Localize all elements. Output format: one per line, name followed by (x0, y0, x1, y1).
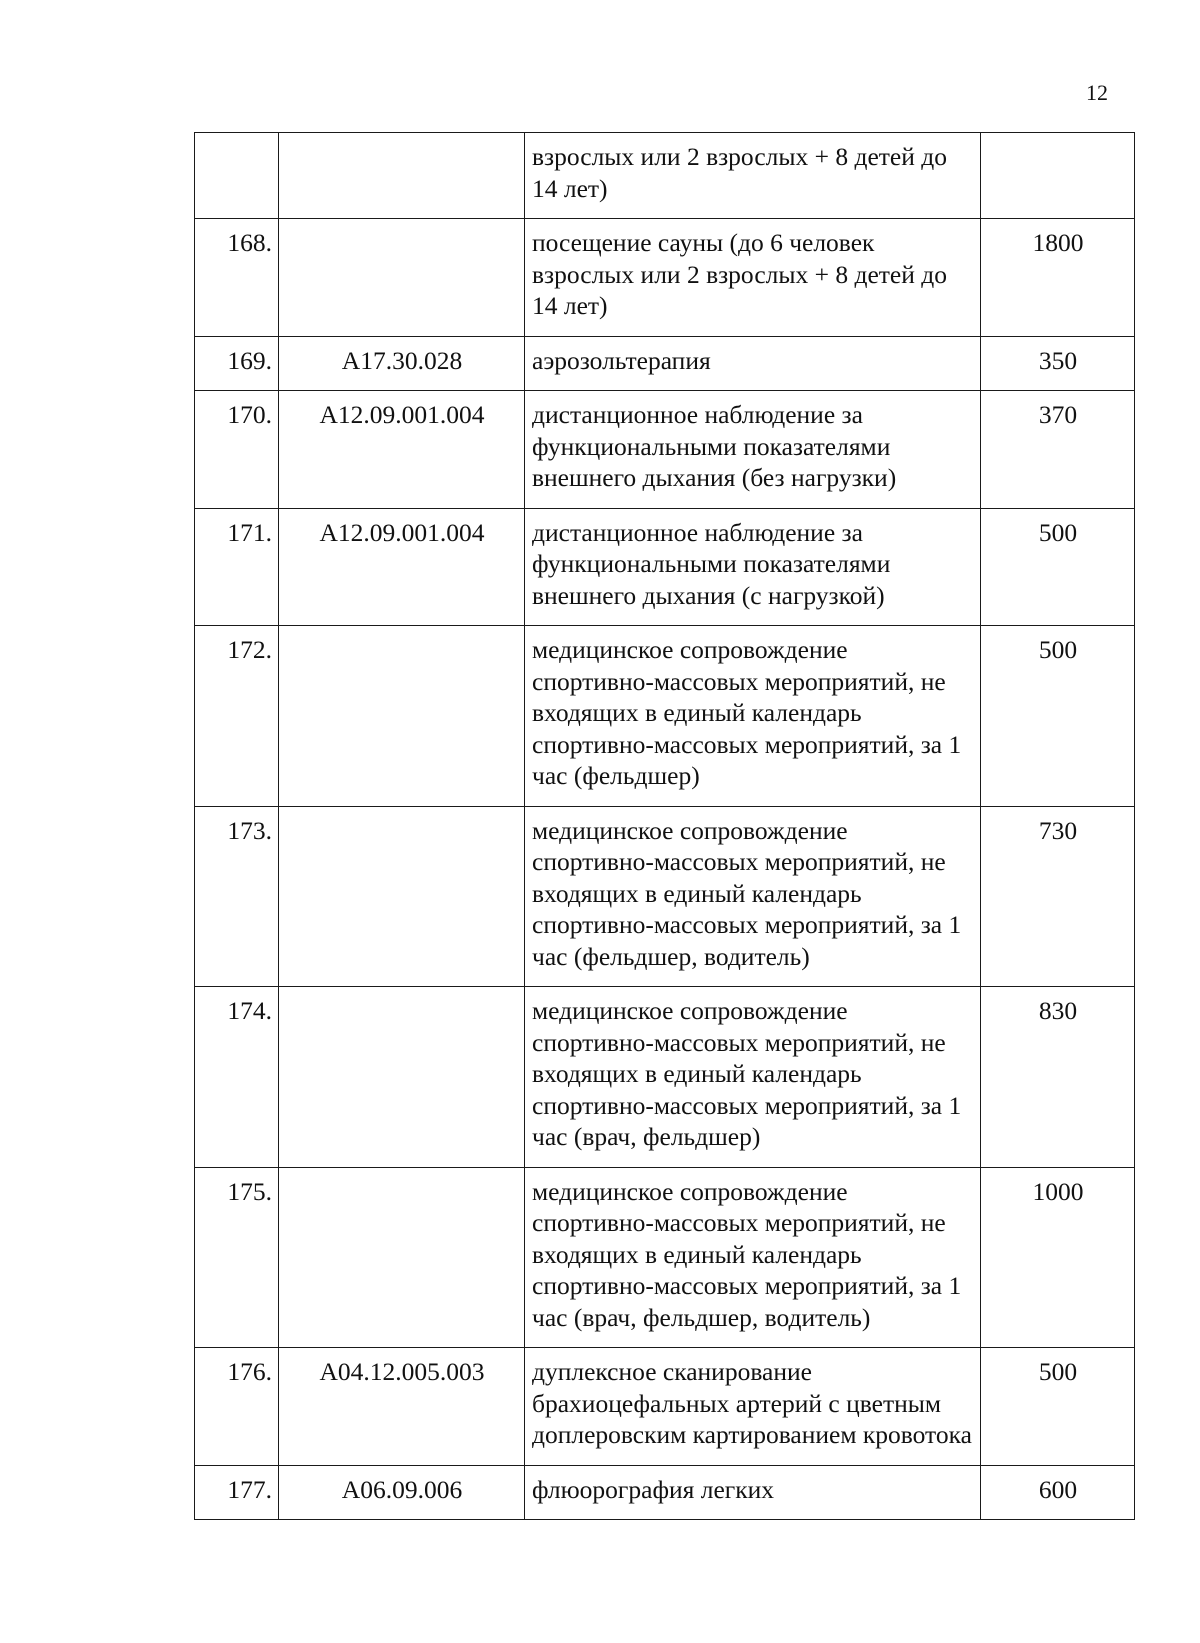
price-cell: 830 (981, 987, 1135, 1168)
row-number-cell: 169. (195, 336, 279, 391)
service-name-cell: медицинское сопровождение спортивно-массовых мероприятий, не входящих в единый календарь спортивно-массовых мероприятий, за 1 час (фельдшер) (525, 626, 981, 807)
service-name-cell: посещение сауны (до 6 человек взрослых или 2 взрослых + 8 детей до 14 лет) (525, 219, 981, 337)
price-cell: 500 (981, 626, 1135, 807)
table-row (195, 391, 1135, 509)
service-name-cell: медицинское сопровождение спортивно-массовых мероприятий, не входящих в единый календарь спортивно-массовых мероприятий, за 1 час (врач, фельдшер, водитель) (525, 1167, 981, 1348)
row-number-cell: 173. (195, 806, 279, 987)
price-cell: 600 (981, 1465, 1135, 1520)
row-number-cell: 177. (195, 1465, 279, 1520)
service-code-cell (279, 987, 525, 1168)
row-number-cell: 174. (195, 987, 279, 1168)
service-name-cell: дистанционное наблюдение за функциональными показателями внешнего дыхания (без нагрузки) (525, 391, 981, 509)
service-code-cell: A12.09.001.004 (279, 508, 525, 626)
service-code-cell: A12.09.001.004 (279, 391, 525, 509)
service-name-cell: дистанционное наблюдение за функциональными показателями внешнего дыхания (с нагрузкой) (525, 508, 981, 626)
row-number-cell: 171. (195, 508, 279, 626)
service-name-cell: взрослых или 2 взрослых + 8 детей до 14 лет) (525, 133, 981, 219)
price-cell: 500 (981, 1348, 1135, 1466)
service-code-cell (279, 133, 525, 219)
service-code-cell (279, 219, 525, 337)
price-table (194, 132, 1135, 1520)
service-name-cell: дуплексное сканирование брахиоцефальных артерий с цветным доплеровским картированием кровотока (525, 1348, 981, 1466)
service-name-cell: аэрозольтерапия (525, 336, 981, 391)
service-code-cell: A04.12.005.003 (279, 1348, 525, 1466)
row-number-cell (195, 133, 279, 219)
table-row (195, 626, 1135, 807)
table-row (195, 1465, 1135, 1520)
row-number-cell: 175. (195, 1167, 279, 1348)
row-number-cell: 172. (195, 626, 279, 807)
price-cell: 370 (981, 391, 1135, 509)
table-row (195, 219, 1135, 337)
service-name-cell: флюорография легких (525, 1465, 981, 1520)
service-code-cell (279, 806, 525, 987)
table-row (195, 133, 1135, 219)
price-cell (981, 133, 1135, 219)
table-row (195, 508, 1135, 626)
table-body (195, 133, 1135, 1520)
service-name-cell: медицинское сопровождение спортивно-массовых мероприятий, не входящих в единый календарь спортивно-массовых мероприятий, за 1 час (врач, фельдшер) (525, 987, 981, 1168)
table-row (195, 806, 1135, 987)
table-row (195, 336, 1135, 391)
row-number-cell: 168. (195, 219, 279, 337)
table-row (195, 1348, 1135, 1466)
page-number: 12 (1086, 80, 1108, 105)
price-cell: 500 (981, 508, 1135, 626)
table-row (195, 1167, 1135, 1348)
service-code-cell: A06.09.006 (279, 1465, 525, 1520)
service-code-cell (279, 626, 525, 807)
table-row (195, 987, 1135, 1168)
row-number-cell: 170. (195, 391, 279, 509)
price-cell: 1800 (981, 219, 1135, 337)
service-name-cell: медицинское сопровождение спортивно-массовых мероприятий, не входящих в единый календарь спортивно-массовых мероприятий, за 1 час (фельдшер, водитель) (525, 806, 981, 987)
service-code-cell: A17.30.028 (279, 336, 525, 391)
price-cell: 1000 (981, 1167, 1135, 1348)
row-number-cell: 176. (195, 1348, 279, 1466)
service-code-cell (279, 1167, 525, 1348)
price-cell: 350 (981, 336, 1135, 391)
price-cell: 730 (981, 806, 1135, 987)
